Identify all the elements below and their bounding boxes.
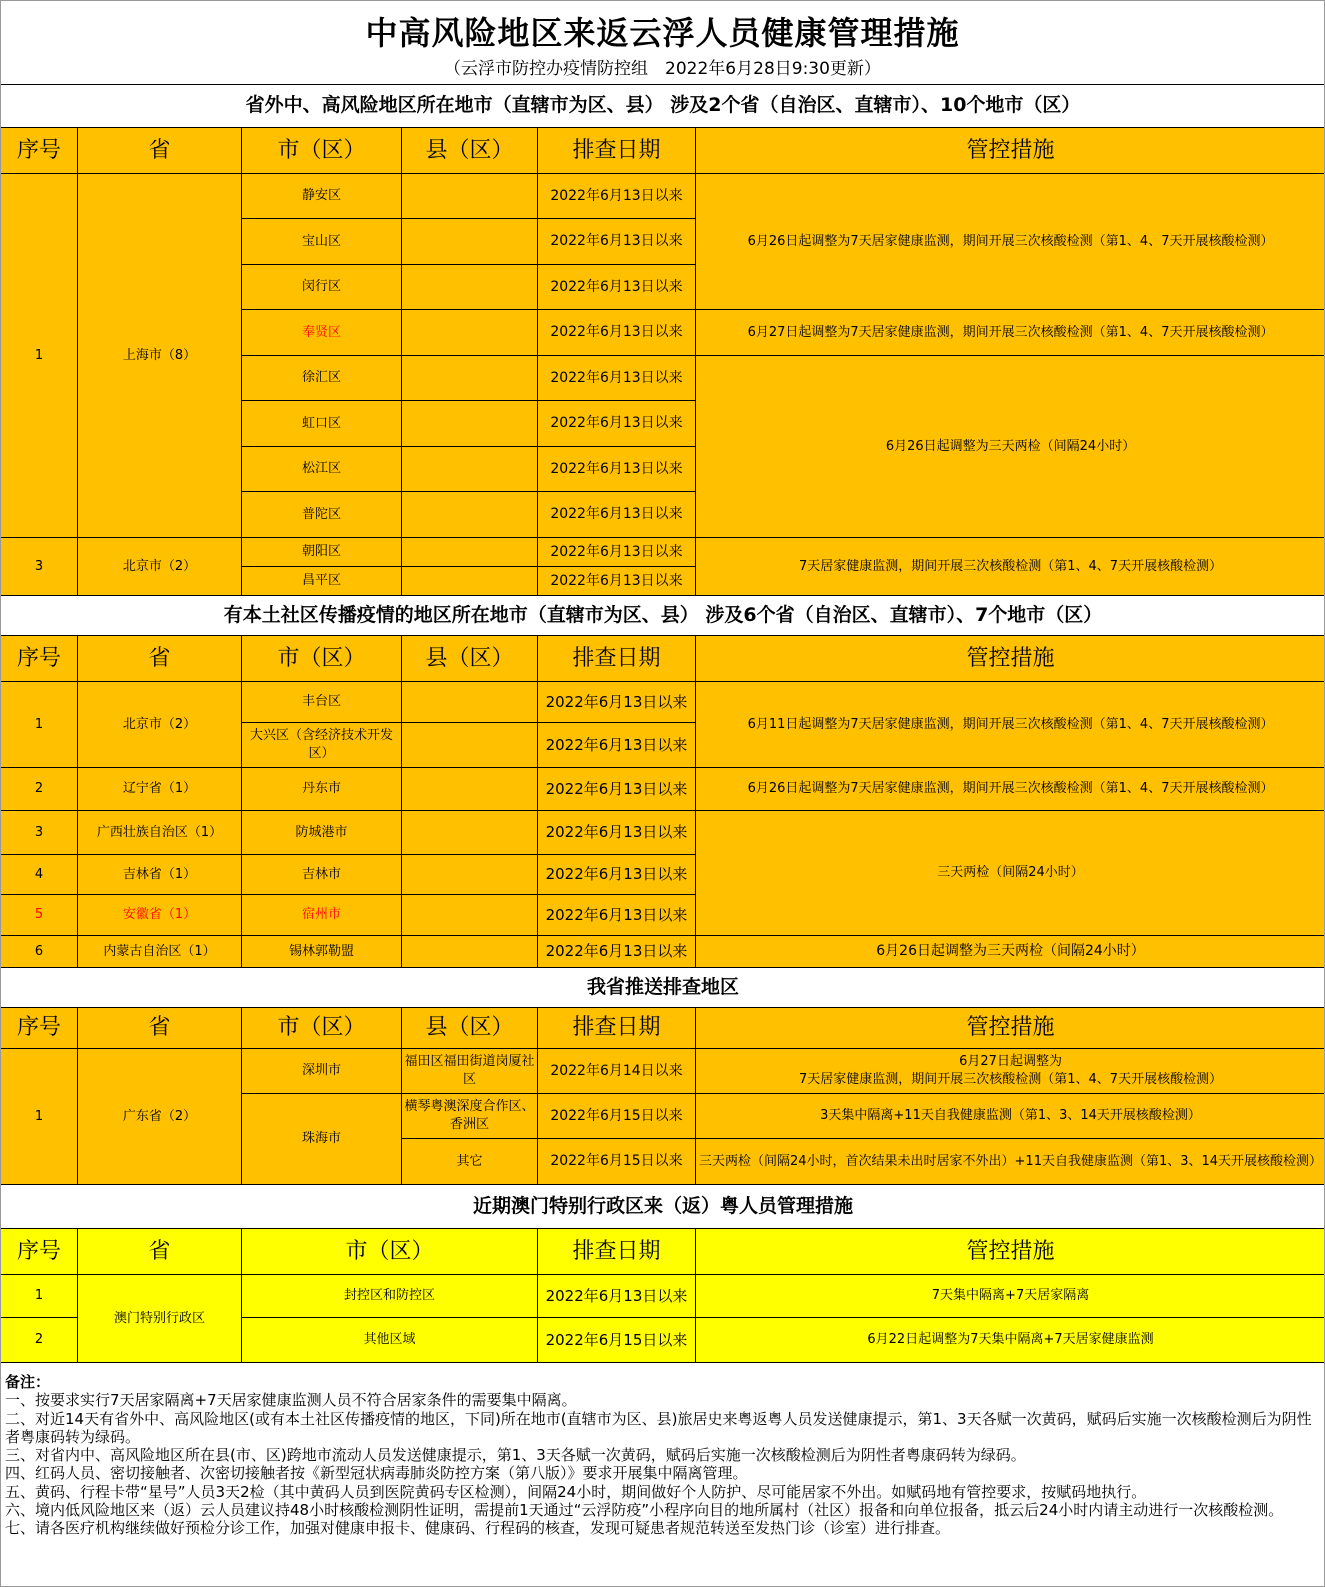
header-city: 市（区） bbox=[242, 1008, 402, 1049]
row-city: 丹东市 bbox=[242, 768, 402, 811]
row-province: 安徽省（1） bbox=[78, 895, 242, 936]
header-date: 排查日期 bbox=[538, 1229, 696, 1275]
row-city: 封控区和防控区 bbox=[242, 1275, 538, 1318]
row-no: 6 bbox=[1, 936, 78, 968]
section4-title: 近期澳门特别行政区来（返）粤人员管理措施 bbox=[1, 1185, 1325, 1229]
row-district: 宝山区 bbox=[242, 219, 402, 265]
row-district: 朝阳区 bbox=[242, 538, 402, 567]
note-item: 五、黄码、行程卡带“星号”人员3天2检（其中黄码人员到医院黄码专区检测），间隔24小时，期间做好个人防护、尽可能居家不外出。如赋码地有管控要求，按赋码地执行。 bbox=[5, 1482, 1147, 1501]
row-district: 静安区 bbox=[242, 174, 402, 219]
row-date: 2022年6月13日以来 bbox=[538, 356, 696, 401]
header-province: 省 bbox=[78, 128, 242, 174]
row-no: 1 bbox=[1, 1049, 78, 1185]
row-date: 2022年6月13日以来 bbox=[538, 447, 696, 492]
row-no: 1 bbox=[1, 174, 78, 538]
note-item: 三、对省内中、高风险地区所在县(市、区)跨地市流动人员发送健康提示，第1、3天各赋一次黄码，赋码后实施一次核酸检测后为阴性者粤康码转为绿码。 bbox=[5, 1446, 1026, 1465]
header-no: 序号 bbox=[1, 636, 78, 682]
row-date: 2022年6月13日以来 bbox=[538, 1275, 696, 1318]
row-city: 深圳市 bbox=[242, 1049, 402, 1094]
row-province: 北京市（2） bbox=[78, 538, 242, 596]
page-subtitle: （云浮市防控办疫情防控组 2022年6月28日9:30更新） bbox=[444, 59, 881, 79]
row-no: 3 bbox=[1, 538, 78, 596]
row-date: 2022年6月13日以来 bbox=[538, 538, 696, 567]
row-measure: 6月26日起调整为7天居家健康监测，期间开展三次核酸检测（第1、4、7天开展核酸检测） bbox=[696, 174, 1325, 310]
row-city: 大兴区（含经济技术开发区） bbox=[242, 723, 402, 768]
row-no: 2 bbox=[1, 768, 78, 811]
row-date: 2022年6月13日以来 bbox=[538, 219, 696, 265]
row-date: 2022年6月14日以来 bbox=[538, 1049, 696, 1094]
row-no: 4 bbox=[1, 855, 78, 895]
row-measure: 3天集中隔离+11天自我健康监测（第1、3、14天开展核酸检测） bbox=[696, 1094, 1325, 1139]
section1-title: 省外中、高风险地区所在地市（直辖市为区、县） 涉及2个省（自治区、直辖市）、10个地市（区） bbox=[1, 85, 1325, 128]
row-date: 2022年6月13日以来 bbox=[538, 811, 696, 855]
section2-title: 有本土社区传播疫情的地区所在地市（直辖市为区、县） 涉及6个省（自治区、直辖市）、7个地市（区） bbox=[1, 596, 1325, 636]
row-city: 防城港市 bbox=[242, 811, 402, 855]
row-measure: 6月26日起调整为7天居家健康监测，期间开展三次核酸检测（第1、4、7天开展核酸检测） bbox=[696, 768, 1325, 811]
note-item: 二、对近14天有省外中、高风险地区(或有本土社区传播疫情的地区，下同)所在地市(直辖市为区、县)旅居史来粤返粤人员发送健康提示，第1、3天各赋一次黄码，赋码后实施一次核酸检测后为阴性者粤康码转为绿码。 bbox=[5, 1409, 1312, 1446]
row-no: 1 bbox=[1, 1275, 78, 1318]
row-date: 2022年6月13日以来 bbox=[538, 936, 696, 968]
header-measure: 管控措施 bbox=[696, 1229, 1325, 1275]
row-county: 横琴粤澳深度合作区、香洲区 bbox=[402, 1094, 538, 1139]
row-measure: 6月27日起调整为7天居家健康监测，期间开展三次核酸检测（第1、4、7天开展核酸检测） bbox=[696, 310, 1325, 356]
header-date: 排查日期 bbox=[538, 636, 696, 682]
header-province: 省 bbox=[78, 1229, 242, 1275]
notes-section bbox=[0, 1362, 1325, 1587]
row-measure bbox=[696, 1049, 1325, 1094]
row-province: 吉林省（1） bbox=[78, 855, 242, 895]
section2-table bbox=[0, 595, 1325, 968]
row-date: 2022年6月13日以来 bbox=[538, 723, 696, 768]
header-county: 县（区） bbox=[402, 1008, 538, 1049]
row-date: 2022年6月15日以来 bbox=[538, 1094, 696, 1139]
row-city: 其他区域 bbox=[242, 1318, 538, 1363]
row-measure: 6月11日起调整为7天居家健康监测，期间开展三次核酸检测（第1、4、7天开展核酸检测） bbox=[696, 682, 1325, 768]
row-measure: 7天居家健康监测，期间开展三次核酸检测（第1、4、7天开展核酸检测） bbox=[696, 538, 1325, 596]
header-province: 省 bbox=[78, 1008, 242, 1049]
header-county: 县（区） bbox=[402, 636, 538, 682]
row-date: 2022年6月13日以来 bbox=[538, 855, 696, 895]
row-province: 广西壮族自治区（1） bbox=[78, 811, 242, 855]
row-date: 2022年6月15日以来 bbox=[538, 1318, 696, 1363]
header-measure: 管控措施 bbox=[696, 1008, 1325, 1049]
row-city: 宿州市 bbox=[242, 895, 402, 936]
header-city: 市（区） bbox=[242, 128, 402, 174]
header-city: 市（区） bbox=[242, 636, 402, 682]
row-measure: 三天两检（间隔24小时） bbox=[696, 811, 1325, 936]
row-city: 吉林市 bbox=[242, 855, 402, 895]
row-no: 2 bbox=[1, 1318, 78, 1363]
row-province: 辽宁省（1） bbox=[78, 768, 242, 811]
row-measure: 6月22日起调整为7天集中隔离+7天居家健康监测 bbox=[696, 1318, 1325, 1363]
row-city: 珠海市 bbox=[242, 1094, 402, 1185]
page-title: 中高风险地区来返云浮人员健康管理措施 bbox=[365, 14, 960, 52]
row-date: 2022年6月15日以来 bbox=[538, 1139, 696, 1185]
row-district: 普陀区 bbox=[242, 492, 402, 538]
row-measure: 三天两检（间隔24小时，首次结果未出时居家不外出）+11天自我健康监测（第1、3、14天开展核酸检测） bbox=[696, 1139, 1325, 1185]
row-district: 虹口区 bbox=[242, 401, 402, 447]
row-province: 上海市（8） bbox=[78, 174, 242, 538]
note-item: 一、按要求实行7天居家隔离+7天居家健康监测人员不符合居家条件的需要集中隔离。 bbox=[5, 1391, 577, 1410]
row-date: 2022年6月13日以来 bbox=[538, 265, 696, 310]
row-city: 丰台区 bbox=[242, 682, 402, 723]
header-city: 市（区） bbox=[242, 1229, 538, 1275]
header-no: 序号 bbox=[1, 128, 78, 174]
measure-line: 7天居家健康监测，期间开展三次核酸检测（第1、4、7天开展核酸检测） bbox=[798, 1072, 1223, 1087]
header-measure: 管控措施 bbox=[696, 636, 1325, 682]
row-date: 2022年6月13日以来 bbox=[538, 768, 696, 811]
notes-heading: 备注： bbox=[5, 1373, 51, 1391]
row-measure: 6月26日起调整为三天两检（间隔24小时） bbox=[696, 356, 1325, 538]
row-date: 2022年6月13日以来 bbox=[538, 401, 696, 447]
header-county: 县（区） bbox=[402, 128, 538, 174]
row-district: 奉贤区 bbox=[242, 310, 402, 356]
row-measure: 6月26日起调整为三天两检（间隔24小时） bbox=[696, 936, 1325, 968]
section4-table bbox=[0, 1184, 1325, 1363]
row-date: 2022年6月13日以来 bbox=[538, 895, 696, 936]
row-province: 澳门特别行政区 bbox=[78, 1275, 242, 1363]
row-no: 5 bbox=[1, 895, 78, 936]
header-province: 省 bbox=[78, 636, 242, 682]
header-date: 排查日期 bbox=[538, 1008, 696, 1049]
row-no: 1 bbox=[1, 682, 78, 768]
header-date: 排查日期 bbox=[538, 128, 696, 174]
row-no: 3 bbox=[1, 811, 78, 855]
section3-table bbox=[0, 967, 1325, 1185]
section1-table bbox=[0, 84, 1325, 596]
note-item: 四、红码人员、密切接触者、次密切接触者按《新型冠状病毒肺炎防控方案（第八版）》要求开展集中隔离管理。 bbox=[5, 1464, 748, 1483]
header-no: 序号 bbox=[1, 1008, 78, 1049]
row-county: 福田区福田街道岗厦社区 bbox=[402, 1049, 538, 1094]
row-date: 2022年6月13日以来 bbox=[538, 567, 696, 596]
measure-line: 6月27日起调整为 bbox=[959, 1054, 1062, 1070]
row-county: 其它 bbox=[402, 1139, 538, 1185]
row-district: 闵行区 bbox=[242, 265, 402, 310]
row-district: 徐汇区 bbox=[242, 356, 402, 401]
row-date: 2022年6月13日以来 bbox=[538, 682, 696, 723]
note-item: 六、境内低风险地区来（返）云人员建议持48小时核酸检测阴性证明，需提前1天通过“云浮防疫”小程序向目的地所属村（社区）报备和向单位报备，抵云后24小时内请主动进行一次核酸检测。 bbox=[5, 1501, 1284, 1520]
row-province: 北京市（2） bbox=[78, 682, 242, 768]
row-date: 2022年6月13日以来 bbox=[538, 174, 696, 219]
header-measure: 管控措施 bbox=[696, 128, 1325, 174]
row-measure: 7天集中隔离+7天居家隔离 bbox=[696, 1275, 1325, 1318]
note-item: 七、请各医疗机构继续做好预检分诊工作，加强对健康申报卡、健康码、行程码的核查，发现可疑患者规范转送至发热门诊（诊室）进行排查。 bbox=[5, 1519, 951, 1538]
header-no: 序号 bbox=[1, 1229, 78, 1275]
row-province: 广东省（2） bbox=[78, 1049, 242, 1185]
row-city: 锡林郭勒盟 bbox=[242, 936, 402, 968]
row-district: 昌平区 bbox=[242, 567, 402, 596]
row-province: 内蒙古自治区（1） bbox=[78, 936, 242, 968]
section3-title: 我省推送排查地区 bbox=[1, 968, 1325, 1008]
row-district: 松江区 bbox=[242, 447, 402, 492]
row-date: 2022年6月13日以来 bbox=[538, 492, 696, 538]
row-date: 2022年6月13日以来 bbox=[538, 310, 696, 356]
